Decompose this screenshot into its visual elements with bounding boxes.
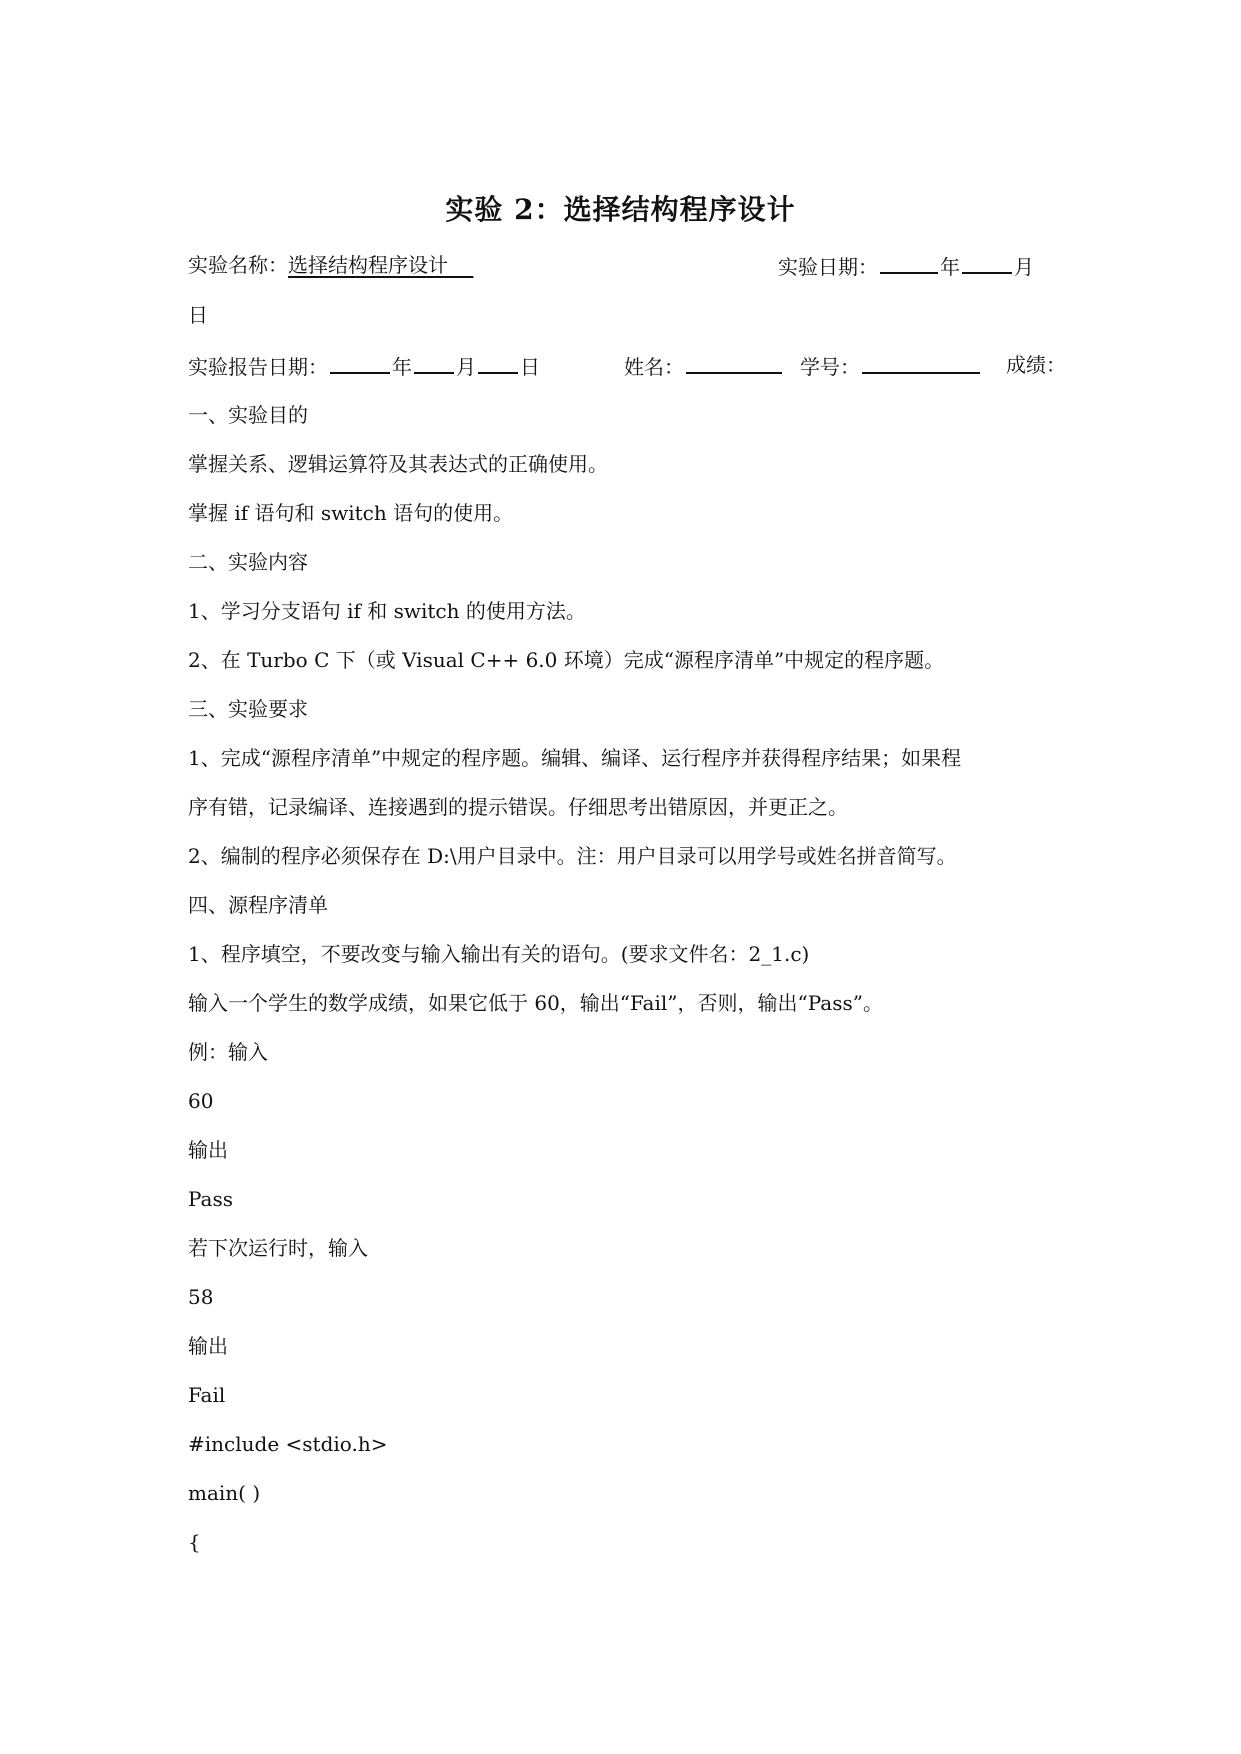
- section-heading-source-list: 四、源程序清单: [188, 893, 328, 917]
- score-label: 成绩：: [1006, 353, 1066, 377]
- date-month-label: 月: [1014, 255, 1034, 279]
- paragraph-line: 1、程序填空，不要改变与输入输出有关的语句。(要求文件名：2_1.c): [188, 942, 810, 966]
- code-line: main( ): [188, 1481, 261, 1505]
- paragraph-line: 掌握 if 语句和 switch 语句的使用。: [188, 501, 514, 525]
- student-name-row: [624, 352, 784, 380]
- paragraph-line: 掌握关系、逻辑运算符及其表达式的正确使用。: [188, 452, 608, 476]
- paragraph-line: Pass: [188, 1187, 234, 1211]
- report-year-label: 年: [392, 355, 412, 379]
- experiment-date-row: [778, 252, 1034, 280]
- student-name-label: 姓名：: [624, 355, 684, 379]
- experiment-date-label: 实验日期：: [778, 255, 878, 279]
- paragraph-line: 60: [188, 1089, 214, 1113]
- student-id-blank[interactable]: [862, 352, 980, 374]
- experiment-name-value: 选择结构程序设计: [288, 253, 448, 277]
- student-id-label: 学号：: [800, 355, 860, 379]
- paragraph-line: 输出: [188, 1334, 228, 1358]
- date-year-blank[interactable]: [880, 252, 938, 274]
- report-day-label: 日: [520, 355, 540, 379]
- paragraph-line: 序有错，记录编译、连接遇到的提示错误。仔细思考出错原因，并更正之。: [188, 795, 848, 819]
- code-line: #include <stdio.h>: [188, 1432, 388, 1456]
- experiment-name-label: 实验名称：: [188, 253, 288, 277]
- paragraph-line: 例：输入: [188, 1040, 268, 1064]
- paragraph-line: 输入一个学生的数学成绩，如果它低于 60，输出“Fail”，否则，输出“Pass”。: [188, 991, 883, 1015]
- document-title: 实验 2：选择结构程序设计: [445, 193, 796, 226]
- report-date-row: [188, 352, 540, 380]
- report-year-blank[interactable]: [330, 352, 390, 374]
- paragraph-line: 1、学习分支语句 if 和 switch 的使用方法。: [188, 599, 586, 623]
- paragraph-line: 1、完成“源程序清单”中规定的程序题。编辑、编译、运行程序并获得程序结果；如果程: [188, 746, 962, 770]
- report-month-blank[interactable]: [414, 352, 454, 374]
- code-line: {: [188, 1530, 201, 1554]
- section-heading-requirements: 三、实验要求: [188, 697, 308, 721]
- section-heading-content: 二、实验内容: [188, 550, 308, 574]
- report-day-blank[interactable]: [478, 352, 518, 374]
- paragraph-line: 58: [188, 1285, 214, 1309]
- date-month-blank[interactable]: [962, 252, 1012, 274]
- experiment-date-day-label: 日: [188, 303, 208, 327]
- paragraph-line: 2、在 Turbo C 下（或 Visual C++ 6.0 环境）完成“源程序清单”中规定的程序题。: [188, 648, 945, 672]
- paragraph-line: Fail: [188, 1383, 226, 1407]
- report-month-label: 月: [456, 355, 476, 379]
- student-name-blank[interactable]: [686, 352, 782, 374]
- paragraph-line: 2、编制的程序必须保存在 D:\用户目录中。注：用户目录可以用学号或姓名拼音简写。: [188, 844, 957, 868]
- student-id-row: [800, 352, 982, 380]
- report-date-label: 实验报告日期：: [188, 355, 328, 379]
- paragraph-line: 输出: [188, 1138, 228, 1162]
- experiment-name-row: [188, 252, 473, 278]
- date-year-label: 年: [940, 255, 960, 279]
- paragraph-line: 若下次运行时，输入: [188, 1236, 368, 1260]
- section-heading-objectives: 一、实验目的: [188, 403, 308, 427]
